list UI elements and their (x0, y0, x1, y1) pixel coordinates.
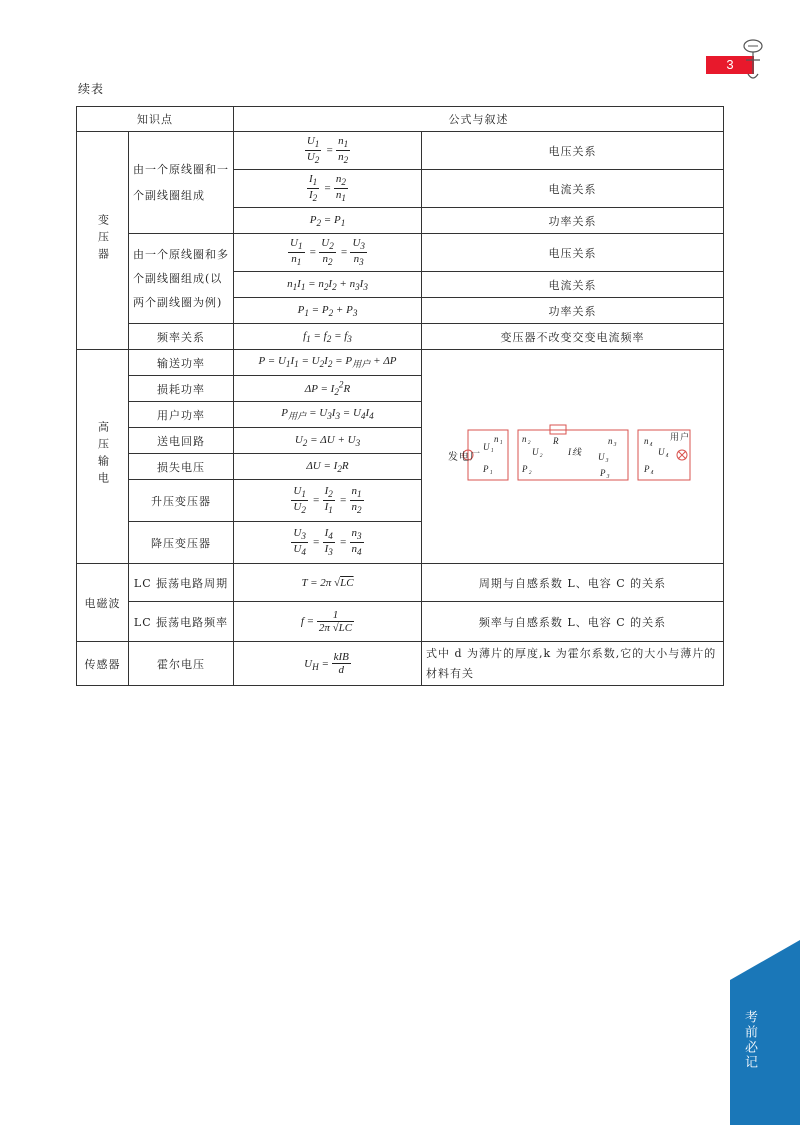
row-label: 升压变压器 (129, 480, 234, 522)
formula-step-up: $\frac{U_1}{U_2}$ = $\frac{I_2}{I_1}$ = $\frac{n_1}{n_2}$ (234, 480, 422, 522)
caption: 续表 (78, 82, 105, 96)
formula-current-ratio: $\frac{I_1}{I_2}$ = $\frac{n_2}{n_1}$ (234, 170, 422, 208)
row-label: 送电回路 (129, 428, 234, 454)
formula-loop: $U_2 = \Delta U + U_3$ (234, 428, 422, 454)
svg-text:R: R (552, 436, 559, 446)
multi-coil-group: 由一个原线圈和多个副线圈组成(以两个副线圈为例) (129, 234, 234, 324)
row-label: 损耗功率 (129, 376, 234, 402)
svg-text:U₃: U₃ (597, 452, 610, 462)
section-hv: 高压输电 (96, 421, 110, 489)
formula-step-down: $\frac{U_3}{U_4}$ = $\frac{I_4}{I_3}$ = $\frac{n_3}{n_4}$ (234, 522, 422, 564)
svg-text:U₄: U₄ (657, 447, 670, 457)
svg-text:n₄: n₄ (643, 436, 654, 446)
svg-text:n₁: n₁ (493, 434, 504, 444)
row-label: 降压变压器 (129, 522, 234, 564)
formula-loss-power: $\Delta P = I_2^2R$ (234, 376, 422, 402)
table-row (77, 602, 724, 642)
table-row (77, 132, 724, 170)
row-label: LC 振荡电路周期 (129, 564, 234, 602)
formula-frequency: $f_1 = f_2 = f_3$ (234, 324, 422, 350)
desc: 电压关系 (422, 132, 724, 170)
table-row (77, 350, 724, 376)
section-transformer: 变压器 (96, 213, 110, 265)
svg-text:U₁: U₁ (482, 442, 495, 452)
formula-multi-power: $P_1 = P_2 + P_3$ (234, 298, 422, 324)
formula-transmit-power: $P = U_1I_1 = U_2I_2 = P_{用户} + \Delta P$ (234, 350, 422, 376)
svg-text:P₁: P₁ (482, 464, 494, 474)
table-row (77, 642, 724, 686)
desc: 变压器不改变交变电流频率 (422, 324, 724, 350)
desc: 频率与自感系数 L、电容 C 的关系 (422, 602, 724, 642)
svg-text:n₃: n₃ (607, 436, 618, 446)
formula-lc-period: T = 2π √LC (234, 564, 422, 602)
svg-text:U₂: U₂ (531, 447, 544, 457)
row-label: 用户功率 (129, 402, 234, 428)
mascot-icon (738, 38, 768, 86)
formula-voltage-ratio: $\frac{U_1}{U_2}$ = $\frac{n_1}{n_2}$ (234, 132, 422, 170)
formula-user-power: $P_{用户} = U_3I_3 = U_4I_4$ (234, 402, 422, 428)
frequency-label: 频率关系 (129, 324, 234, 350)
formula-table (76, 106, 724, 686)
circuit-diagram (448, 420, 698, 490)
desc: 电流关系 (422, 272, 724, 298)
desc: 功率关系 (422, 298, 724, 324)
formula-loss-voltage: $\Delta U = I_2R$ (234, 454, 422, 480)
formula-lc-frequency: f = $\frac{1}{2\pi √LC}$ (234, 602, 422, 642)
svg-text:n₂: n₂ (521, 434, 532, 444)
section-sensor: 传感器 (77, 642, 129, 686)
user-label: 用户 (669, 433, 690, 443)
page-number: 3 (706, 56, 754, 74)
row-label: 霍尔电压 (129, 642, 234, 686)
svg-text:P₄: P₄ (643, 464, 655, 474)
desc: 功率关系 (422, 208, 724, 234)
formula-hall-voltage: $U_H$ = $\frac{\text{kIB}}{d}$ (234, 642, 422, 686)
table-row (77, 324, 724, 350)
desc: 电流关系 (422, 170, 724, 208)
svg-text:P₃: P₃ (599, 468, 611, 478)
header-knowledge: 知识点 (77, 107, 234, 132)
formula-power: $P_2 = P_1$ (234, 208, 422, 234)
row-label: LC 振荡电路频率 (129, 602, 234, 642)
desc: 电压关系 (422, 234, 724, 272)
table-header-row (77, 107, 724, 132)
transmission-diagram (422, 350, 724, 564)
svg-text:P₂: P₂ (521, 464, 533, 474)
formula-multi-current: $n_1I_1 = n_2I_2 + n_3I_3$ (234, 272, 422, 298)
header-formula: 公式与叙述 (234, 107, 724, 132)
generator-label: 发电厂 (447, 452, 481, 463)
section-em: 电磁波 (77, 564, 129, 642)
desc: 周期与自感系数 L、电容 C 的关系 (422, 564, 724, 602)
desc: 式中 d 为薄片的厚度,k 为霍尔系数,它的大小与薄片的材料有关 (422, 642, 724, 686)
single-coil-group: 由一个原线圈和一个副线圈组成 (129, 132, 234, 234)
table-row (77, 564, 724, 602)
row-label: 输送功率 (129, 350, 234, 376)
row-label: 损失电压 (129, 454, 234, 480)
svg-text:I线: I线 (567, 447, 582, 457)
corner-label: 考前必记 (742, 1010, 757, 1070)
formula-multi-voltage: $\frac{U_1}{n_1}$ = $\frac{U_2}{n_2}$ = $\frac{U_3}{n_3}$ (234, 234, 422, 272)
table-row (77, 234, 724, 272)
